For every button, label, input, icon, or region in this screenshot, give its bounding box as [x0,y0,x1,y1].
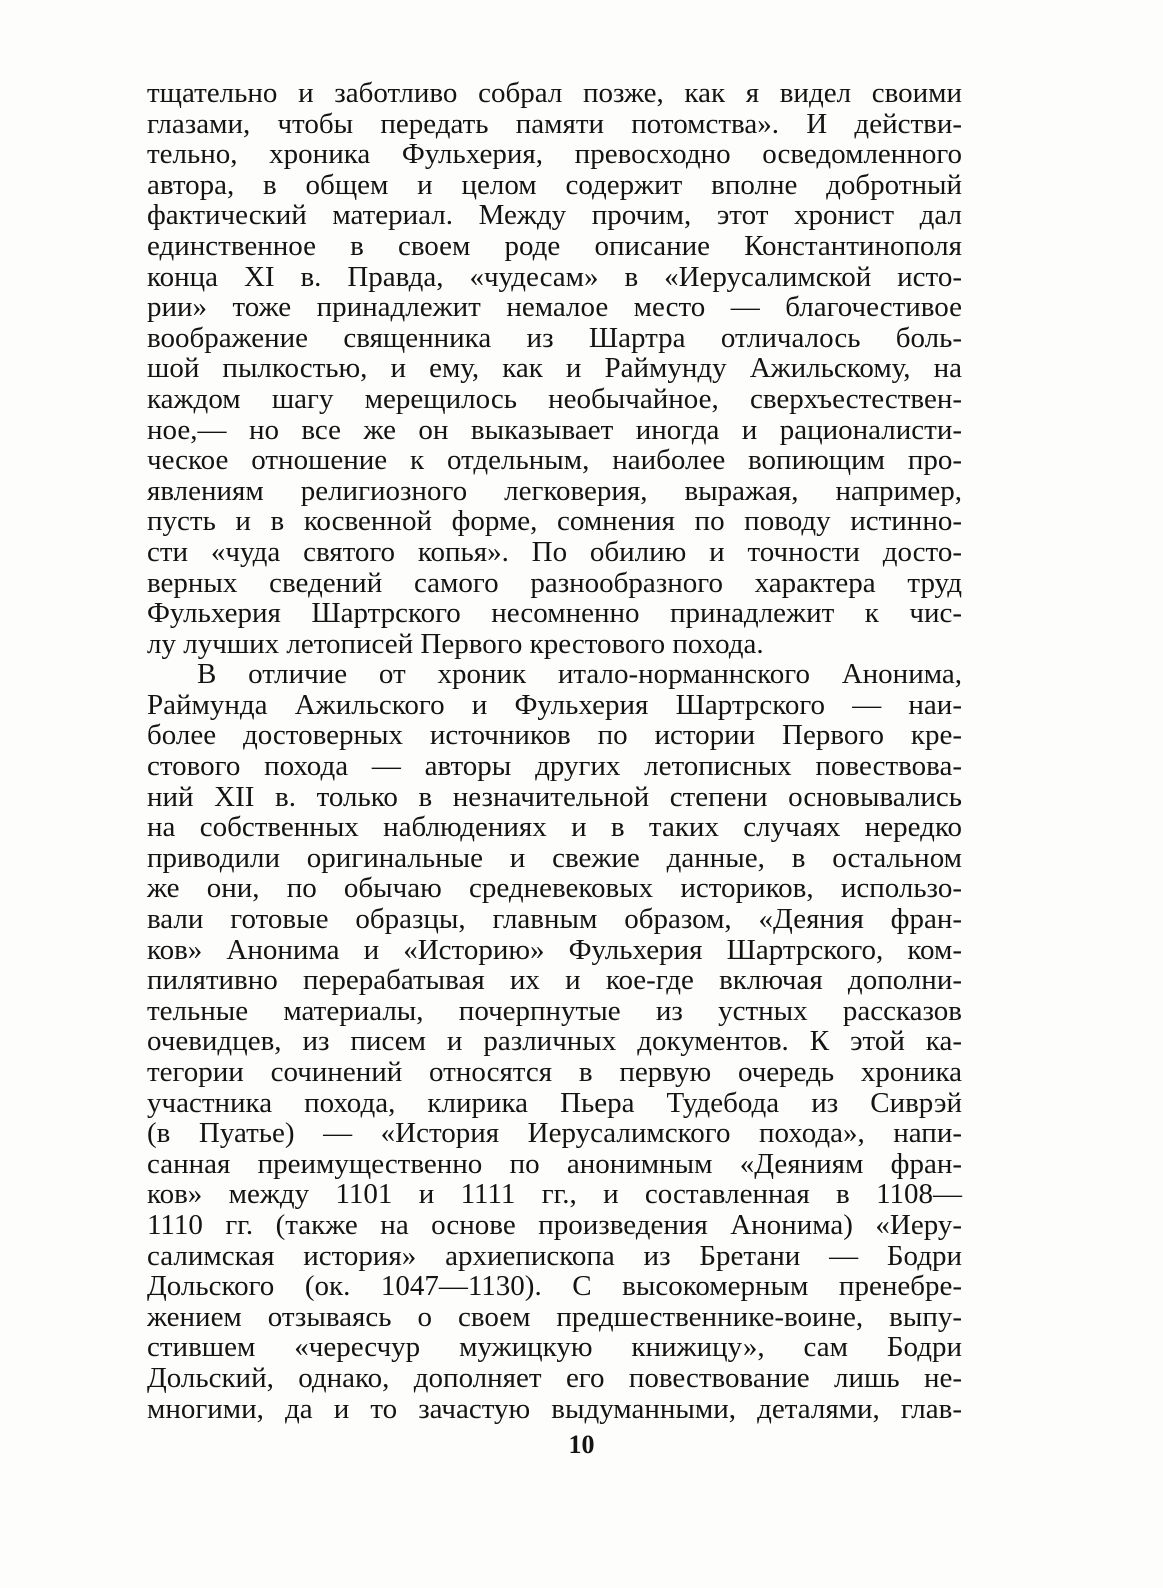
text-line: явлениям религиозного легковерия, выражая, например, [147,474,962,507]
text-line: шой пылкостью, и ему, как и Раймунду Ажильскому, на [147,352,962,385]
text-line: многими, да и то зачастую выдуманными, деталями, глав- [147,1392,962,1425]
text-line: салимская история» архиепископа из Бретани — Бодри [147,1239,962,1272]
paragraph-2 [147,659,962,1424]
text-line: участника похода, клирика Пьера Тудебода из Сиврэй [147,1086,962,1119]
text-line: приводили оригинальные и свежие данные, в остальном [147,841,962,874]
text-line: рии» тоже принадлежит немалое место — благочестивое [147,291,962,324]
text-line: ное,— но все же он выказывает иногда и рационалисти- [147,413,962,446]
text-line: ков» между 1101 и 1111 гг., и составленная в 1108— [147,1178,962,1211]
text-line: Раймунда Ажильского и Фульхерия Шартрского — наи- [147,688,962,721]
page-number: 10 [568,1430,595,1459]
text-line: конца XI в. Правда, «чудесам» в «Иерусалимской исто- [147,260,962,293]
text-line: фактический материал. Между прочим, этот хронист дал [147,199,962,232]
text-line: (в Пуатье) — «История Иерусалимского похода», напи- [147,1117,962,1150]
text-line: сти «чуда святого копья». По обилию и точности досто- [147,535,962,568]
text-line: санная преимущественно по анонимным «Деяниям фран- [147,1147,962,1180]
text-line: единственное в своем роде описание Константинополя [147,229,962,262]
text-line: лу лучших летописей Первого крестового похода. [147,627,764,660]
text-line: стившем «чересчур мужицкую книжицу», сам Бодри [147,1331,962,1364]
text-line: ков» Анонима и «Историю» Фульхерия Шартрского, ком- [147,933,962,966]
text-line: Дольского (ок. 1047—1130). С высокомерным пренебре- [147,1270,962,1303]
text-line: автора, в общем и целом содержит вполне добротный [147,168,962,201]
text-line: более достоверных источников по истории Первого кре- [147,719,962,752]
text-line: вали готовые образцы, главным образом, «Деяния фран- [147,903,962,936]
text-line: каждом шагу мерещилось необычайное, сверхъестествен- [147,382,962,415]
text-line: пусть и в косвенной форме, сомнения по поводу истинно- [147,505,962,538]
text-line: верных сведений самого разнообразного характера труд [147,566,962,599]
text-line: на собственных наблюдениях и в таких случаях нередко [147,811,962,844]
text-line: глазами, чтобы передать памяти потомства». И действи- [147,107,962,140]
body-text [147,78,962,1424]
text-line: пилятивно перерабатывая их и кое-где включая дополни- [147,964,962,997]
text-line: ческое отношение к отдельным, наиболее вопиющим про- [147,444,962,477]
text-line: тщательно и заботливо собрал позже, как я видел своими [147,77,962,109]
text-line: стового похода — авторы других летописных повествова- [147,750,962,783]
text-line: 1110 гг. (также на основе произведения Анонима) «Иеру- [147,1208,962,1241]
text-line: тельные материалы, почерпнутые из устных рассказов [147,994,962,1027]
text-line: ний XII в. только в незначительной степени основывались [147,780,962,813]
text-line: Дольский, однако, дополняет его повествование лишь не- [147,1361,962,1394]
text-line: тегории сочинений относятся в первую очередь хроника [147,1056,962,1088]
text-line: очевидцев, из писем и различных документов. К этой ка- [147,1025,962,1058]
text-line: же они, по обычаю средневековых историков, использо- [147,872,962,905]
text-line: В отличие от хроник итало-норманнского Анонима, [197,658,962,691]
text-line: Фульхерия Шартрского несомненно принадлежит к чис- [147,597,962,630]
text-line: жением отзываясь о своем предшественнике-воине, выпу- [147,1300,962,1333]
paragraph-1 [147,78,962,659]
text-line: тельно, хроника Фульхерия, превосходно осведомленного [147,138,962,171]
text-line: воображение священника из Шартра отличалось боль- [147,321,962,354]
